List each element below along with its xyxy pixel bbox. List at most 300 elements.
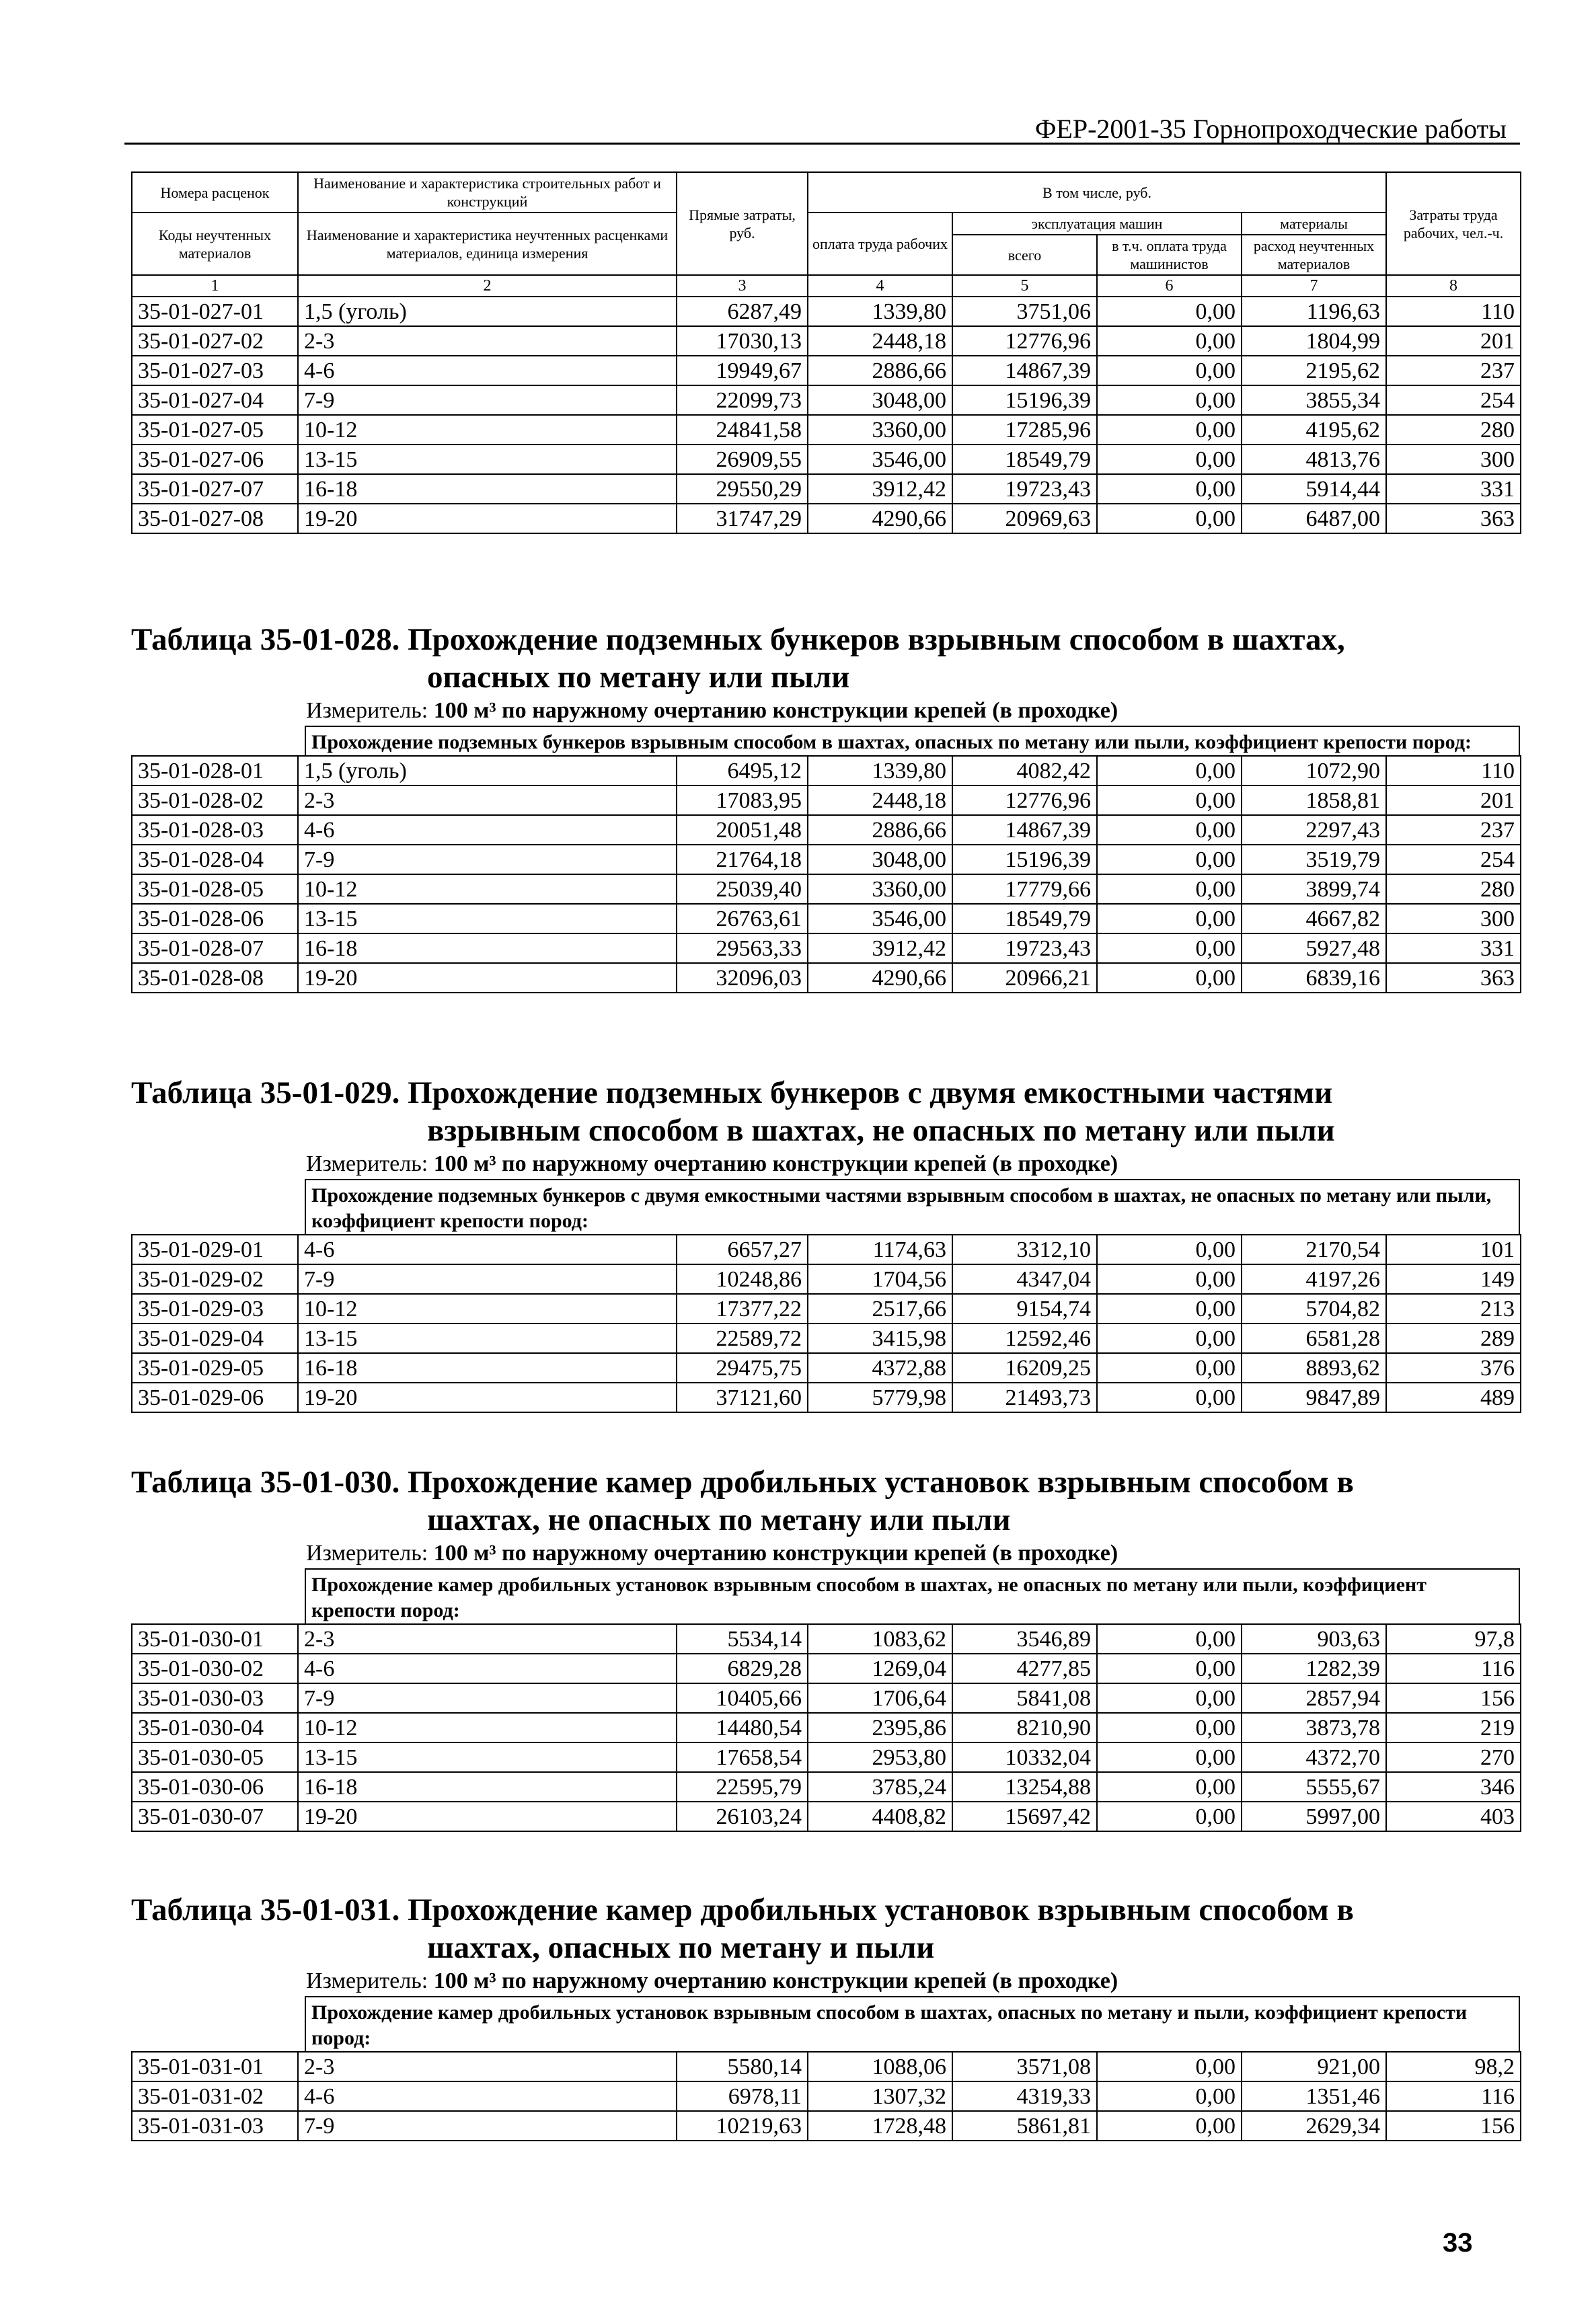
work-description-cell: 1,5 (уголь) — [298, 297, 677, 326]
machine-costs-total-cell: 18549,79 — [952, 445, 1097, 474]
worker-wages-cell: 2953,80 — [808, 1742, 952, 1772]
work-description-cell: 19-20 — [298, 963, 677, 993]
machine-costs-total-cell: 12592,46 — [952, 1324, 1097, 1353]
operator-wages-cell: 0,00 — [1097, 1264, 1242, 1294]
work-description-cell: 19-20 — [298, 504, 677, 533]
machine-costs-total-cell: 14867,39 — [952, 356, 1097, 385]
rate-code-cell: 35-01-031-02 — [132, 2081, 298, 2111]
labor-hours-cell: 363 — [1386, 504, 1521, 533]
labor-hours-cell: 116 — [1386, 1654, 1521, 1683]
table-row — [132, 874, 1521, 904]
operator-wages-cell: 0,00 — [1097, 297, 1242, 326]
labor-hours-cell: 270 — [1386, 1742, 1521, 1772]
direct-costs-cell: 31747,29 — [677, 504, 808, 533]
material-costs-cell: 8893,62 — [1242, 1353, 1386, 1383]
machine-costs-total-cell: 12776,96 — [952, 785, 1097, 815]
worker-wages-cell: 1083,62 — [808, 1624, 952, 1654]
labor-hours-cell: 376 — [1386, 1353, 1521, 1383]
direct-costs-cell: 25039,40 — [677, 874, 808, 904]
machine-costs-total-cell: 3312,10 — [952, 1235, 1097, 1264]
material-costs-cell: 2195,62 — [1242, 356, 1386, 385]
table-row — [132, 474, 1521, 504]
measure-line — [306, 696, 1520, 726]
direct-costs-cell: 21764,18 — [677, 845, 808, 874]
worker-wages-cell: 4290,66 — [808, 504, 952, 533]
worker-wages-cell: 1704,56 — [808, 1264, 952, 1294]
operator-wages-cell: 0,00 — [1097, 474, 1242, 504]
worker-wages-cell: 1269,04 — [808, 1654, 952, 1683]
table-row — [132, 2111, 1521, 2141]
machine-costs-total-cell: 4277,85 — [952, 1654, 1097, 1683]
table-row — [132, 504, 1521, 533]
table-title-continued: шахтах, не опасных по метану или пыли — [427, 1502, 1011, 1537]
table-row — [132, 1742, 1521, 1772]
machine-costs-total-cell: 19723,43 — [952, 933, 1097, 963]
operator-wages-cell: 0,00 — [1097, 1654, 1242, 1683]
table-row — [132, 1294, 1521, 1324]
table-row — [132, 845, 1521, 874]
labor-hours-cell: 97,8 — [1386, 1624, 1521, 1654]
work-description-cell: 2-3 — [298, 1624, 677, 1654]
operator-wages-cell: 0,00 — [1097, 1683, 1242, 1713]
table-row — [132, 1683, 1521, 1713]
direct-costs-cell: 6978,11 — [677, 2081, 808, 2111]
machine-costs-total-cell: 19723,43 — [952, 474, 1097, 504]
material-costs-cell: 1858,81 — [1242, 785, 1386, 815]
labor-hours-cell: 237 — [1386, 356, 1521, 385]
table-description: Прохождение камер дробильных установок взрывным способом в шахтах, опасных по метану и пыли, коэффициент крепости пород: — [305, 1997, 1520, 2051]
material-costs-cell: 4813,76 — [1242, 445, 1386, 474]
labor-hours-cell: 346 — [1386, 1772, 1521, 1802]
labor-hours-cell: 201 — [1386, 785, 1521, 815]
rate-code-cell: 35-01-027-03 — [132, 356, 298, 385]
operator-wages-cell: 0,00 — [1097, 2052, 1242, 2081]
direct-costs-cell: 26909,55 — [677, 445, 808, 474]
rate-code-cell: 35-01-027-04 — [132, 385, 298, 415]
worker-wages-cell: 3415,98 — [808, 1324, 952, 1353]
rate-code-cell: 35-01-028-05 — [132, 874, 298, 904]
rate-code-cell: 35-01-028-04 — [132, 845, 298, 874]
machine-costs-total-cell: 14867,39 — [952, 815, 1097, 845]
column-number: 2 — [298, 275, 677, 297]
labor-hours-cell: 101 — [1386, 1235, 1521, 1264]
table-row — [132, 356, 1521, 385]
material-costs-cell: 1282,39 — [1242, 1654, 1386, 1683]
direct-costs-cell: 37121,60 — [677, 1383, 808, 1412]
operator-wages-cell: 0,00 — [1097, 2111, 1242, 2141]
rate-code-cell: 35-01-027-02 — [132, 326, 298, 356]
worker-wages-cell: 5779,98 — [808, 1383, 952, 1412]
machine-costs-total-cell: 16209,25 — [952, 1353, 1097, 1383]
direct-costs-cell: 17083,95 — [677, 785, 808, 815]
material-costs-cell: 6581,28 — [1242, 1324, 1386, 1353]
work-description-cell: 7-9 — [298, 845, 677, 874]
measure-unit: 100 м³ по наружному очертанию конструкции крепей (в проходке) — [433, 698, 1118, 723]
rate-code-cell: 35-01-027-07 — [132, 474, 298, 504]
labor-hours-cell: 254 — [1386, 385, 1521, 415]
material-costs-cell: 5914,44 — [1242, 474, 1386, 504]
table-title: Таблица 35-01-028. Прохождение подземных бункеров взрывным способом в шахтах, — [131, 622, 1345, 657]
operator-wages-cell: 0,00 — [1097, 1383, 1242, 1412]
machine-costs-total-cell: 4082,42 — [952, 756, 1097, 785]
table-030-section — [131, 1463, 1520, 1832]
direct-costs-cell: 17658,54 — [677, 1742, 808, 1772]
material-costs-cell: 4667,82 — [1242, 904, 1386, 933]
table-row — [132, 963, 1521, 993]
worker-wages-cell: 2448,18 — [808, 785, 952, 815]
column-number: 5 — [952, 275, 1097, 297]
header-codes: Номера расценок — [132, 172, 298, 213]
material-costs-cell: 3899,74 — [1242, 874, 1386, 904]
labor-hours-cell: 156 — [1386, 1683, 1521, 1713]
labor-hours-cell: 213 — [1386, 1294, 1521, 1324]
worker-wages-cell: 1307,32 — [808, 2081, 952, 2111]
labor-hours-cell: 300 — [1386, 904, 1521, 933]
column-header — [132, 172, 1521, 297]
machine-costs-total-cell: 13254,88 — [952, 1772, 1097, 1802]
rate-code-cell: 35-01-031-01 — [132, 2052, 298, 2081]
work-description-cell: 10-12 — [298, 1713, 677, 1742]
direct-costs-cell: 22595,79 — [677, 1772, 808, 1802]
rate-code-cell: 35-01-028-06 — [132, 904, 298, 933]
material-costs-cell: 3519,79 — [1242, 845, 1386, 874]
rate-code-cell: 35-01-028-02 — [132, 785, 298, 815]
machine-costs-total-cell: 4319,33 — [952, 2081, 1097, 2111]
direct-costs-cell: 10219,63 — [677, 2111, 808, 2141]
labor-hours-cell: 280 — [1386, 874, 1521, 904]
header-operator-wages: в т.ч. оплата труда машинистов — [1097, 235, 1242, 275]
machine-costs-total-cell: 3571,08 — [952, 2052, 1097, 2081]
table-row — [132, 326, 1521, 356]
labor-hours-cell: 363 — [1386, 963, 1521, 993]
work-description-cell: 13-15 — [298, 1742, 677, 1772]
header-name: Наименование и характеристика строительных работ и конструкций — [298, 172, 677, 213]
labor-hours-cell: 331 — [1386, 474, 1521, 504]
labor-hours-cell: 201 — [1386, 326, 1521, 356]
work-description-cell: 1,5 (уголь) — [298, 756, 677, 785]
running-head: ФЕР-2001-35 Горнопроходческие работы — [1034, 114, 1507, 144]
direct-costs-cell: 6657,27 — [677, 1235, 808, 1264]
measure-line — [306, 1149, 1520, 1179]
machine-costs-total-cell: 15697,42 — [952, 1802, 1097, 1831]
rate-code-cell: 35-01-030-05 — [132, 1742, 298, 1772]
labor-hours-cell: 110 — [1386, 756, 1521, 785]
work-description-cell: 19-20 — [298, 1802, 677, 1831]
rates-table-030 — [131, 1623, 1521, 1832]
labor-hours-cell: 149 — [1386, 1264, 1521, 1294]
work-description-cell: 10-12 — [298, 874, 677, 904]
labor-hours-cell: 280 — [1386, 415, 1521, 445]
table-description: Прохождение подземных бункеров с двумя емкостными частями взрывным способом в шахтах, не опасных по метану или пыли, коэффициент крепости пород: — [305, 1180, 1520, 1234]
table-row — [132, 297, 1521, 326]
material-costs-cell: 2629,34 — [1242, 2111, 1386, 2141]
table-row — [132, 385, 1521, 415]
direct-costs-cell: 14480,54 — [677, 1713, 808, 1742]
direct-costs-cell: 29550,29 — [677, 474, 808, 504]
operator-wages-cell: 0,00 — [1097, 326, 1242, 356]
table-row — [132, 1772, 1521, 1802]
material-costs-cell: 4197,26 — [1242, 1264, 1386, 1294]
machine-costs-total-cell: 15196,39 — [952, 845, 1097, 874]
machine-costs-total-cell: 3546,89 — [952, 1624, 1097, 1654]
direct-costs-cell: 20051,48 — [677, 815, 808, 845]
material-costs-cell: 5555,67 — [1242, 1772, 1386, 1802]
measure-label: Измеритель: — [306, 1968, 428, 1993]
work-description-cell: 16-18 — [298, 1772, 677, 1802]
operator-wages-cell: 0,00 — [1097, 933, 1242, 963]
table-row — [132, 415, 1521, 445]
table-031-section — [131, 1891, 1520, 2141]
work-description-cell: 13-15 — [298, 1324, 677, 1353]
material-costs-cell: 2297,43 — [1242, 815, 1386, 845]
worker-wages-cell: 3360,00 — [808, 874, 952, 904]
labor-hours-cell: 489 — [1386, 1383, 1521, 1412]
direct-costs-cell: 19949,67 — [677, 356, 808, 385]
operator-wages-cell: 0,00 — [1097, 415, 1242, 445]
table-row — [132, 2081, 1521, 2111]
direct-costs-cell: 22589,72 — [677, 1324, 808, 1353]
machine-costs-total-cell: 5861,81 — [952, 2111, 1097, 2141]
rate-code-cell: 35-01-029-01 — [132, 1235, 298, 1264]
rate-code-cell: 35-01-029-02 — [132, 1264, 298, 1294]
direct-costs-cell: 6287,49 — [677, 297, 808, 326]
direct-costs-cell: 17377,22 — [677, 1294, 808, 1324]
header-rule — [124, 143, 1520, 145]
column-number: 4 — [808, 275, 952, 297]
direct-costs-cell: 6829,28 — [677, 1654, 808, 1683]
measure-label: Измеритель: — [306, 698, 428, 723]
column-number: 1 — [132, 275, 298, 297]
operator-wages-cell: 0,00 — [1097, 445, 1242, 474]
material-costs-cell: 6839,16 — [1242, 963, 1386, 993]
work-description-cell: 7-9 — [298, 1264, 677, 1294]
work-description-cell: 7-9 — [298, 1683, 677, 1713]
material-costs-cell: 1351,46 — [1242, 2081, 1386, 2111]
machine-costs-total-cell: 15196,39 — [952, 385, 1097, 415]
table-row — [132, 1802, 1521, 1831]
material-costs-cell: 2170,54 — [1242, 1235, 1386, 1264]
work-description-cell: 2-3 — [298, 326, 677, 356]
column-number: 8 — [1386, 275, 1521, 297]
worker-wages-cell: 4372,88 — [808, 1353, 952, 1383]
table-description: Прохождение подземных бункеров взрывным способом в шахтах, опасных по метану или пыли, коэффициент крепости пород: — [305, 727, 1520, 755]
operator-wages-cell: 0,00 — [1097, 1802, 1242, 1831]
worker-wages-cell: 2395,86 — [808, 1713, 952, 1742]
worker-wages-cell: 3546,00 — [808, 445, 952, 474]
work-description-cell: 19-20 — [298, 1383, 677, 1412]
rate-code-cell: 35-01-030-02 — [132, 1654, 298, 1683]
rates-table-031 — [131, 2051, 1521, 2141]
rate-code-cell: 35-01-028-01 — [132, 756, 298, 785]
worker-wages-cell: 4408,82 — [808, 1802, 952, 1831]
material-costs-cell: 5927,48 — [1242, 933, 1386, 963]
operator-wages-cell: 0,00 — [1097, 815, 1242, 845]
worker-wages-cell: 1339,80 — [808, 297, 952, 326]
machine-costs-total-cell: 8210,90 — [952, 1713, 1097, 1742]
worker-wages-cell: 2886,66 — [808, 815, 952, 845]
labor-hours-cell: 98,2 — [1386, 2052, 1521, 2081]
machine-costs-total-cell: 5841,08 — [952, 1683, 1097, 1713]
rate-code-cell: 35-01-028-03 — [132, 815, 298, 845]
worker-wages-cell: 3048,00 — [808, 385, 952, 415]
measure-unit: 100 м³ по наружному очертанию конструкции крепей (в проходке) — [433, 1968, 1118, 1993]
rate-code-cell: 35-01-027-06 — [132, 445, 298, 474]
work-description-cell: 4-6 — [298, 815, 677, 845]
measure-unit: 100 м³ по наружному очертанию конструкции крепей (в проходке) — [433, 1151, 1118, 1176]
operator-wages-cell: 0,00 — [1097, 1235, 1242, 1264]
worker-wages-cell: 1728,48 — [808, 2111, 952, 2141]
rates-table-028 — [131, 755, 1521, 993]
header-total: всего — [952, 235, 1097, 275]
direct-costs-cell: 26103,24 — [677, 1802, 808, 1831]
table-title: Таблица 35-01-031. Прохождение камер дробильных установок взрывным способом в — [131, 1892, 1354, 1927]
material-costs-cell: 3855,34 — [1242, 385, 1386, 415]
material-costs-cell: 903,63 — [1242, 1624, 1386, 1654]
material-costs-cell: 6487,00 — [1242, 504, 1386, 533]
header-wages: оплата труда рабочих — [808, 213, 952, 275]
operator-wages-cell: 0,00 — [1097, 385, 1242, 415]
material-costs-cell: 9847,89 — [1242, 1383, 1386, 1412]
header-materials: материалы — [1242, 213, 1386, 235]
material-costs-cell: 2857,94 — [1242, 1683, 1386, 1713]
worker-wages-cell: 2517,66 — [808, 1294, 952, 1324]
header-labor-costs: Затраты труда рабочих, чел.-ч. — [1386, 172, 1521, 275]
column-number: 3 — [677, 275, 808, 297]
labor-hours-cell: 156 — [1386, 2111, 1521, 2141]
work-description-cell: 13-15 — [298, 445, 677, 474]
rate-code-cell: 35-01-030-01 — [132, 1624, 298, 1654]
material-costs-cell: 1196,63 — [1242, 297, 1386, 326]
operator-wages-cell: 0,00 — [1097, 1772, 1242, 1802]
machine-costs-total-cell: 18549,79 — [952, 904, 1097, 933]
work-description-cell: 4-6 — [298, 2081, 677, 2111]
direct-costs-cell: 10405,66 — [677, 1683, 808, 1713]
direct-costs-cell: 32096,03 — [677, 963, 808, 993]
labor-hours-cell: 289 — [1386, 1324, 1521, 1353]
rate-code-cell: 35-01-030-04 — [132, 1713, 298, 1742]
machine-costs-total-cell: 9154,74 — [952, 1294, 1097, 1324]
direct-costs-cell: 22099,73 — [677, 385, 808, 415]
rate-code-cell: 35-01-029-06 — [132, 1383, 298, 1412]
worker-wages-cell: 3546,00 — [808, 904, 952, 933]
table-row — [132, 904, 1521, 933]
measure-label: Измеритель: — [306, 1151, 428, 1176]
machine-costs-total-cell: 4347,04 — [952, 1264, 1097, 1294]
material-costs-cell: 3873,78 — [1242, 1713, 1386, 1742]
rate-code-cell: 35-01-029-03 — [132, 1294, 298, 1324]
operator-wages-cell: 0,00 — [1097, 756, 1242, 785]
rates-table-027 — [131, 171, 1521, 534]
table-title: Таблица 35-01-030. Прохождение камер дробильных установок взрывным способом в — [131, 1465, 1354, 1500]
direct-costs-cell: 29475,75 — [677, 1353, 808, 1383]
rate-code-cell: 35-01-029-04 — [132, 1324, 298, 1353]
measure-line — [306, 1539, 1520, 1568]
table-title-continued: взрывным способом в шахтах, не опасных по метану или пыли — [427, 1113, 1335, 1148]
work-description-cell: 16-18 — [298, 1353, 677, 1383]
direct-costs-cell: 6495,12 — [677, 756, 808, 785]
labor-hours-cell: 219 — [1386, 1713, 1521, 1742]
table-row — [132, 785, 1521, 815]
machine-costs-total-cell: 17285,96 — [952, 415, 1097, 445]
column-number: 6 — [1097, 275, 1242, 297]
machine-costs-total-cell: 20969,63 — [952, 504, 1097, 533]
table-row — [132, 1713, 1521, 1742]
worker-wages-cell: 1706,64 — [808, 1683, 952, 1713]
rate-code-cell: 35-01-029-05 — [132, 1353, 298, 1383]
table-description: Прохождение камер дробильных установок взрывным способом в шахтах, не опасных по метану или пыли, коэффициент крепости пород: — [305, 1570, 1520, 1623]
work-description-cell: 10-12 — [298, 1294, 677, 1324]
rate-code-cell: 35-01-028-08 — [132, 963, 298, 993]
machine-costs-total-cell: 10332,04 — [952, 1742, 1097, 1772]
table-row — [132, 815, 1521, 845]
material-costs-cell: 1072,90 — [1242, 756, 1386, 785]
table-029-section — [131, 1074, 1520, 1413]
page-number: 33 — [1443, 2228, 1473, 2258]
measure-unit: 100 м³ по наружному очертанию конструкции крепей (в проходке) — [433, 1541, 1118, 1566]
rate-code-cell: 35-01-030-06 — [132, 1772, 298, 1802]
worker-wages-cell: 2886,66 — [808, 356, 952, 385]
worker-wages-cell: 1339,80 — [808, 756, 952, 785]
header-direct-costs: Прямые затраты, руб. — [677, 172, 808, 275]
measure-label: Измеритель: — [306, 1541, 428, 1566]
material-costs-cell: 921,00 — [1242, 2052, 1386, 2081]
material-costs-cell: 4372,70 — [1242, 1742, 1386, 1772]
worker-wages-cell: 1174,63 — [808, 1235, 952, 1264]
header-material-codes: Коды неучтенных материалов — [132, 213, 298, 275]
operator-wages-cell: 0,00 — [1097, 1713, 1242, 1742]
operator-wages-cell: 0,00 — [1097, 963, 1242, 993]
table-row — [132, 2052, 1521, 2081]
machine-costs-total-cell: 21493,73 — [952, 1383, 1097, 1412]
measure-line — [306, 1966, 1520, 1996]
table-row — [132, 1324, 1521, 1353]
work-description-cell: 2-3 — [298, 2052, 677, 2081]
labor-hours-cell: 331 — [1386, 933, 1521, 963]
labor-hours-cell: 254 — [1386, 845, 1521, 874]
table-title-continued: шахтах, опасных по метану и пыли — [427, 1930, 935, 1965]
table-row — [132, 1264, 1521, 1294]
work-description-cell: 7-9 — [298, 2111, 677, 2141]
rate-code-cell: 35-01-027-01 — [132, 297, 298, 326]
operator-wages-cell: 0,00 — [1097, 785, 1242, 815]
rate-code-cell: 35-01-031-03 — [132, 2111, 298, 2141]
material-costs-cell: 4195,62 — [1242, 415, 1386, 445]
rate-code-cell: 35-01-028-07 — [132, 933, 298, 963]
operator-wages-cell: 0,00 — [1097, 2081, 1242, 2111]
header-material-name: Наименование и характеристика неучтенных расценками материалов, единица измерения — [298, 213, 677, 275]
operator-wages-cell: 0,00 — [1097, 1624, 1242, 1654]
labor-hours-cell: 300 — [1386, 445, 1521, 474]
worker-wages-cell: 2448,18 — [808, 326, 952, 356]
material-costs-cell: 5704,82 — [1242, 1294, 1386, 1324]
worker-wages-cell: 1088,06 — [808, 2052, 952, 2081]
column-number: 7 — [1242, 275, 1386, 297]
work-description-cell: 4-6 — [298, 1654, 677, 1683]
header-including: В том числе, руб. — [808, 172, 1386, 213]
work-description-cell: 13-15 — [298, 904, 677, 933]
operator-wages-cell: 0,00 — [1097, 845, 1242, 874]
table-row — [132, 1235, 1521, 1264]
rate-code-cell: 35-01-030-07 — [132, 1802, 298, 1831]
direct-costs-cell: 17030,13 — [677, 326, 808, 356]
work-description-cell: 2-3 — [298, 785, 677, 815]
direct-costs-cell: 29563,33 — [677, 933, 808, 963]
material-costs-cell: 1804,99 — [1242, 326, 1386, 356]
worker-wages-cell: 3912,42 — [808, 933, 952, 963]
table-row — [132, 1624, 1521, 1654]
operator-wages-cell: 0,00 — [1097, 1324, 1242, 1353]
operator-wages-cell: 0,00 — [1097, 1353, 1242, 1383]
